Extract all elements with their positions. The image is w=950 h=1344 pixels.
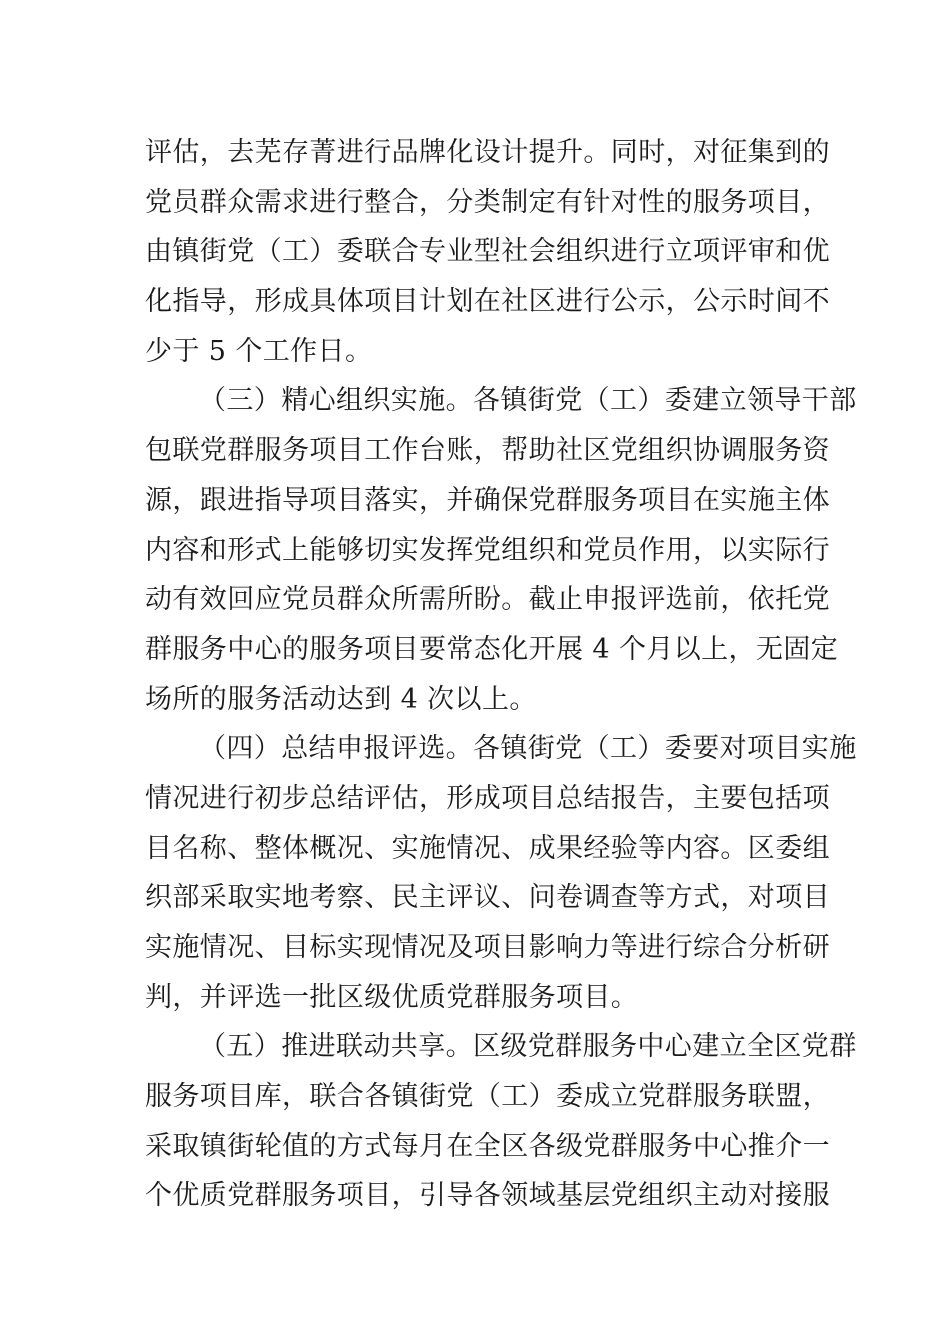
text-line: 源，跟进指导项目落实，并确保党群服务项目在实施主体 [145,484,830,516]
text-line: 化指导，形成具体项目计划在社区进行公示，公示时间不 [145,286,830,318]
text-line: 包联党群服务项目工作台账，帮助社区党组织协调服务资 [145,435,830,467]
text-line: 群服务中心的服务项目要常态化开展 4 个月以上，无固定 [145,633,839,665]
text-line: 采取镇街轮值的方式每月在全区各级党群服务中心推介一 [145,1130,830,1162]
text-line: 个优质党群服务项目，引导各领域基层党组织主动对接服 [145,1180,830,1212]
text-line: 党员群众需求进行整合，分类制定有针对性的服务项目， [145,186,830,218]
section-heading-line: （五）推进联动共享。区级党群服务中心建立全区党群 [199,1031,857,1063]
document-body [145,128,857,1221]
text-line: 评估，去芜存菁进行品牌化设计提升。同时，对征集到的 [145,137,830,168]
text-line: 服务项目库，联合各镇街党（工）委成立党群服务联盟， [145,1081,830,1113]
text-line: 场所的服务活动达到 4 次以上。 [145,683,537,715]
text-line: 少于 5 个工作日。 [145,335,373,367]
text-line: 动有效回应党员群众所需所盼。截止申报评选前，依托党 [145,584,830,616]
text-line: 内容和形式上能够切实发挥党组织和党员作用，以实际行 [145,534,830,566]
text-line: 目名称、整体概况、实施情况、成果经验等内容。区委组 [145,832,830,864]
text-line: 实施情况、目标实现情况及项目影响力等进行综合分析研 [145,932,830,963]
text-line: 由镇街党（工）委联合专业型社会组织进行立项评审和优 [145,236,830,268]
text-line: 判，并评选一批区级优质党群服务项目。 [145,981,639,1013]
text-line: 织部采取实地考察、民主评议、问卷调查等方式，对项目 [145,882,830,914]
section-heading-line: （三）精心组织实施。各镇街党（工）委建立领导干部 [199,385,857,417]
section-heading-line: （四）总结申报评选。各镇街党（工）委要对项目实施 [199,733,857,765]
text-line: 情况进行初步总结评估，形成项目总结报告，主要包括项 [145,782,830,814]
